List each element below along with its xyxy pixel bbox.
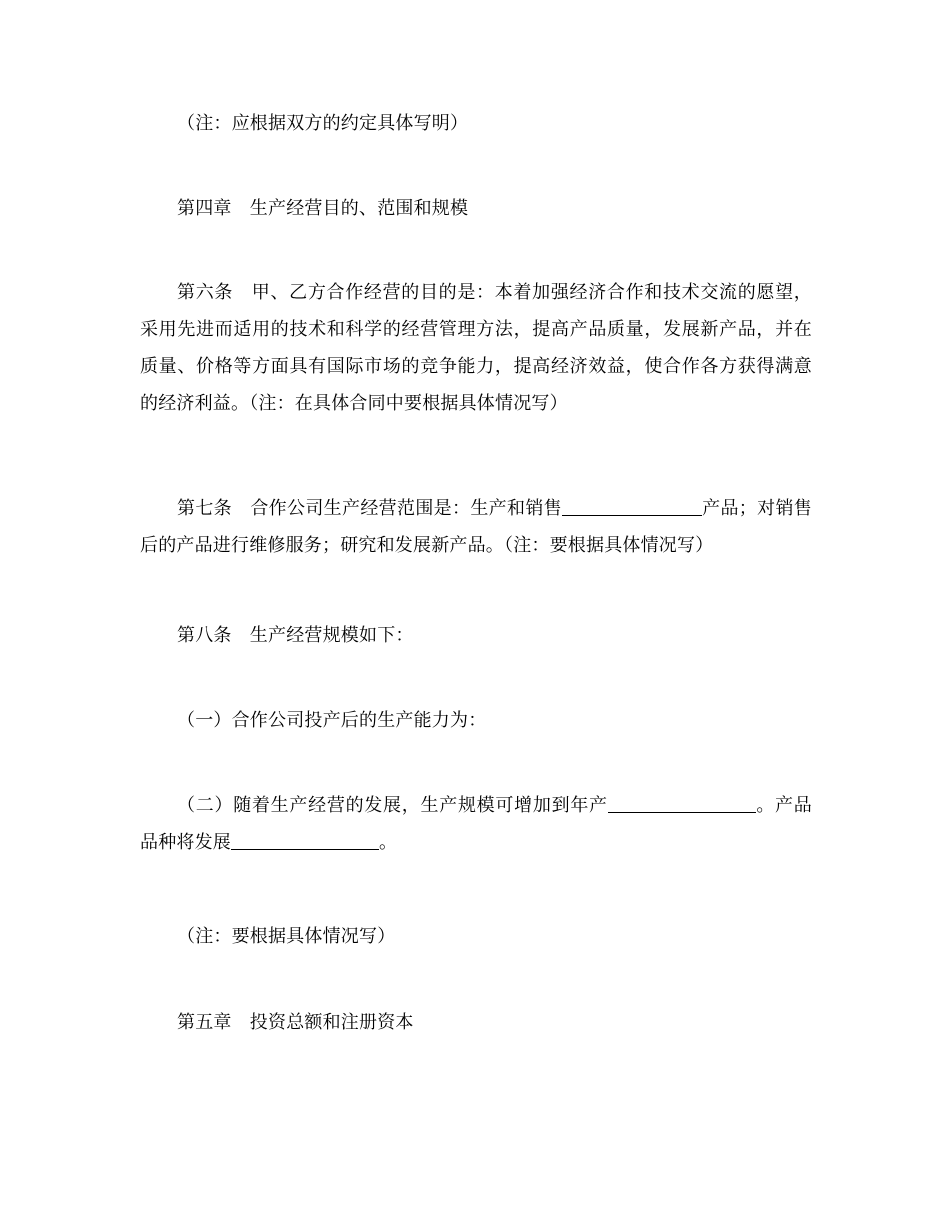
item-2-middle: 。产品品种将发展 — [140, 795, 812, 853]
item-1: （一）合作公司投产后的生产能力为： — [177, 710, 487, 731]
article-6: 第六条 甲、乙方合作经营的目的是：本着加强经济合作和技术交流的愿望，采用先进而适用的技术和科学的经营管理方法，提高产品质量，发展新产品，并在质量、价格等方面具有国际市场的竞争能力，提高经济效益，使合作各方获得满意的经济利益。（注：在具体合同中要根据具体情况写） — [140, 282, 812, 414]
article-7-before: 第七条 合作公司生产经营范围是：生产和销售 — [177, 498, 562, 519]
product-blank-line — [562, 497, 702, 516]
article-8: 第八条 生产经营规模如下： — [177, 625, 414, 646]
item-2 — [140, 787, 812, 861]
article-7-after: 产品；对销售后的产品进行维修服务；研究和发展新产品。（注：要根据具体情况写） — [140, 498, 812, 556]
annual-output-blank-line — [608, 794, 756, 813]
chapter-5-title: 第五章 投资总额和注册资本 — [177, 1012, 414, 1033]
item-2-before: （二）随着生产经营的发展，生产规模可增加到年产 — [177, 795, 608, 816]
item-2-end: 。 — [379, 832, 398, 853]
product-variety-blank-line — [231, 831, 379, 850]
article-7 — [140, 490, 812, 564]
note-specific: （注：要根据具体情况写） — [177, 926, 396, 947]
chapter-4-title: 第四章 生产经营目的、范围和规模 — [177, 198, 469, 219]
note-agreement: （注：应根据双方的约定具体写明） — [177, 113, 469, 134]
